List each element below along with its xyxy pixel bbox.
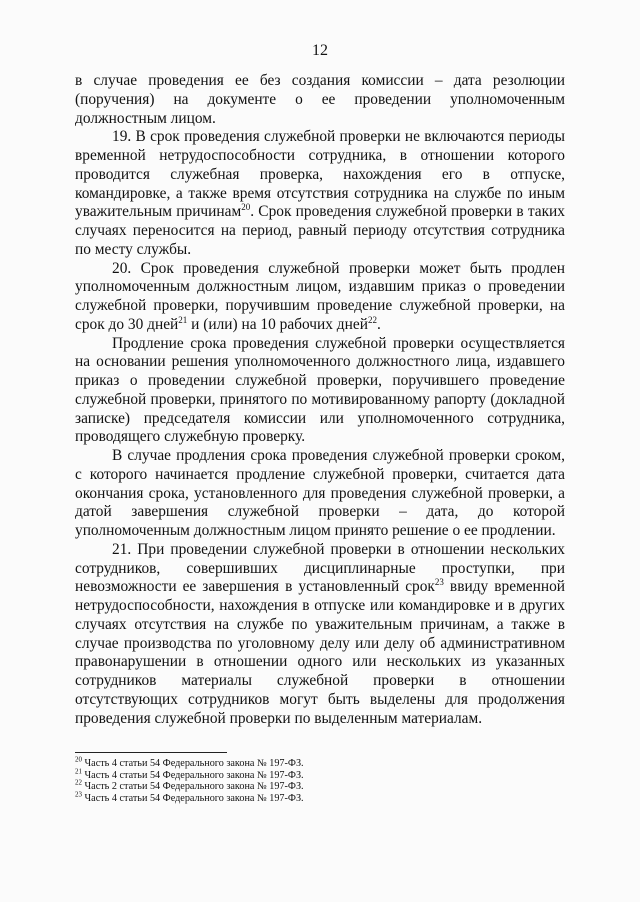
footnote <box>75 790 565 805</box>
paragraph: В случае продления срока проведения служебной проверки сроком, с которого начинается продление служебной проверки, считается дата окончания срока, установленного для проведения служебной проверки, а датой завершения служебной проверки – дата, до которой уполномоченным должностным лицом принято решение о ее продлении. <box>75 447 565 539</box>
footnote-number: 22 <box>75 778 82 787</box>
paragraph: 19. В срок проведения служебной проверки не включаются периоды временной нетрудоспособности сотрудника, в отношении которого проводится служебная проверка, нахождения его в отпуске, командировке, а также время отсутствия сотрудника на службе по иным уважительным причинам$^{20}$. Срок проведения служебной проверки в таких случаях переносится на период, равный периоду отсутствия сотрудника по месту службы. <box>75 128 565 258</box>
footnotes <box>75 755 565 804</box>
footnote <box>75 767 565 782</box>
footnote-ref: 20 <box>241 202 251 213</box>
paragraph: в случае проведения ее без создания комиссии – дата резолюции (поручения) на документе о ее проведении уполномоченным должностным лицом. <box>75 72 565 127</box>
footnote-text: Часть 4 статьи 54 Федерального закона № 197-ФЗ. <box>82 758 304 769</box>
footnote-ref: 21 <box>178 314 188 325</box>
footnote-ref: 22 <box>367 314 377 325</box>
footnote-separator <box>75 752 227 753</box>
footnote <box>75 755 565 770</box>
footnote-text: Часть 4 статьи 54 Федерального закона № 197-ФЗ. <box>82 769 304 781</box>
footnote <box>75 778 565 793</box>
paragraph: 20. Срок проведения служебной проверки может быть продлен уполномоченным должностным лицом, издавшим приказ о проведении служебной проверки, поручившим проведение служебной проверки, на срок до 30 дней$^{21}$ и (или) на 10 рабочих дней$^{22}$. <box>75 259 565 333</box>
footnote-ref: 23 <box>434 577 444 588</box>
footnote-number: 23 <box>75 790 82 799</box>
page-number: 12 <box>312 42 328 59</box>
paragraph: 21. При проведении служебной проверки в отношении нескольких сотрудников, совершивших дисциплинарные проступки, при невозможности ее завершения в установленный срок$^{23}$ ввиду временной нетрудоспособности, нахождения в отпуске или командировке и в других случаях отсутствия на службе по уважительным причинам, а также в случае производства по уголовному делу или делу об административном правонарушении в отношении одного или нескольких из указанных сотрудников материалы служебной проверки в отношении отсутствующих сотрудников могут быть выделены для продолжения проведения служебной проверки по выделенным материалам. <box>75 540 565 727</box>
footnote-number: 20 <box>75 755 82 764</box>
paragraph: Продление срока проведения служебной проверки осуществляется на основании решения уполномоченного должностного лица, издавшего приказ о проведении служебной проверки, поручившего проведение служебной проверки, принятого по мотивированному рапорту (докладной записке) председателя комиссии или уполномоченного сотрудника, проводящего служебную проверку. <box>75 334 565 446</box>
footnote-text: Часть 2 статьи 54 Федерального закона № 197-ФЗ. <box>82 781 304 793</box>
body-text <box>75 72 565 728</box>
footnote-text: Часть 4 статьи 54 Федерального закона № 197-ФЗ. <box>82 792 304 804</box>
footnote-number: 21 <box>75 767 82 776</box>
